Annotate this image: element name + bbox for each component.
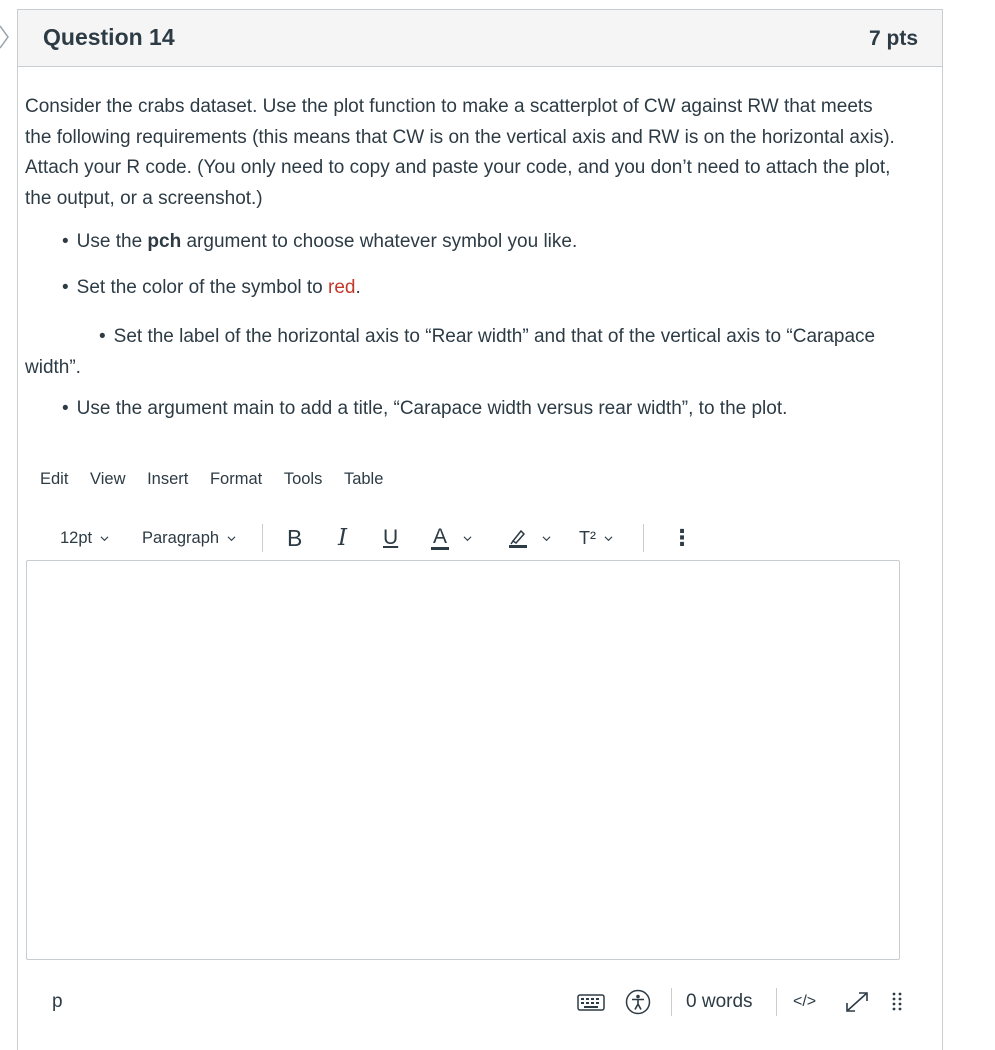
code-keyword-pch: pch — [147, 231, 182, 252]
chevron-down-icon — [227, 534, 236, 543]
bullet-dot: • — [62, 231, 69, 252]
chevron-down-icon — [604, 534, 613, 543]
toolbar-divider — [262, 524, 263, 552]
element-path[interactable]: p — [52, 991, 63, 1012]
answer-editor[interactable] — [26, 560, 900, 960]
editor-toolbar — [43, 518, 913, 558]
requirement-item: • Use the argument main to add a title, “Carapace width versus rear width”, to the plot. — [62, 398, 788, 419]
word-count[interactable]: 0 words — [686, 991, 753, 1012]
block-format-select[interactable]: Paragraph — [142, 518, 236, 558]
question-header — [18, 10, 942, 67]
fullscreen-button[interactable] — [843, 982, 871, 1022]
accessibility-icon — [625, 989, 651, 1015]
bullet-dot: • — [62, 398, 69, 419]
highlight-color-button[interactable] — [508, 518, 551, 558]
prompt-text: Consider the crabs dataset. Use the plot function to make a scatterplot of CW against RW that meets the following requirements (this means that CW is on the vertical axis and RW is on the horizontal axis). Attach your R code. (You only need to copy and paste your code, and you don’t need to attach the plot, the output, or a screenshot.) — [25, 96, 895, 209]
html-editor-button[interactable]: </> — [793, 993, 817, 1010]
menu-table[interactable]: Table — [343, 470, 384, 488]
requirement-item: • Set the color of the symbol to red. — [62, 277, 361, 298]
underline-button[interactable]: U — [383, 526, 399, 549]
menu-format[interactable]: Format — [209, 470, 263, 488]
text-color-icon: A — [433, 525, 448, 548]
chevron-down-icon — [463, 534, 472, 543]
font-size-select[interactable]: 12pt — [60, 518, 109, 558]
chevron-down-icon — [100, 534, 109, 543]
bullet-dot: • — [99, 326, 106, 347]
question-points: 7 pts — [868, 27, 918, 50]
superscript-button[interactable]: T² — [579, 518, 613, 558]
statusbar-divider — [776, 988, 777, 1016]
italic-button[interactable]: I — [338, 525, 348, 551]
menu-tools[interactable]: Tools — [283, 470, 323, 488]
question-prompt — [25, 92, 895, 214]
editor-statusbar — [26, 982, 906, 1022]
menu-insert[interactable]: Insert — [147, 470, 189, 488]
keyboard-icon — [577, 992, 605, 1012]
text-color-button[interactable] — [431, 518, 472, 558]
accessibility-checker-button[interactable] — [625, 982, 651, 1022]
highlighter-icon — [508, 527, 528, 549]
menu-edit[interactable]: Edit — [40, 470, 69, 488]
resize-handle[interactable] — [890, 982, 904, 1022]
bold-button[interactable]: B — [287, 524, 303, 551]
red-text: red — [328, 277, 356, 298]
requirement-item: • Set the label of the horizontal axis to “Rear width” and that of the vertical axis to “Carapace width”. — [25, 322, 905, 383]
statusbar-divider — [671, 988, 672, 1016]
expand-icon — [843, 990, 871, 1014]
question-title: Question 14 — [43, 24, 175, 50]
keyboard-shortcuts-button[interactable] — [577, 982, 605, 1022]
toolbar-divider — [643, 524, 644, 552]
requirement-item: • Use the pch argument to choose whatever symbol you like. — [62, 231, 578, 252]
chevron-down-icon — [542, 534, 551, 543]
drag-handle-icon — [890, 991, 904, 1013]
more-options-button[interactable]: ⋮ — [671, 525, 693, 550]
bullet-dot: • — [62, 277, 69, 298]
menu-view[interactable]: View — [90, 470, 126, 488]
editor-menubar — [40, 470, 400, 489]
